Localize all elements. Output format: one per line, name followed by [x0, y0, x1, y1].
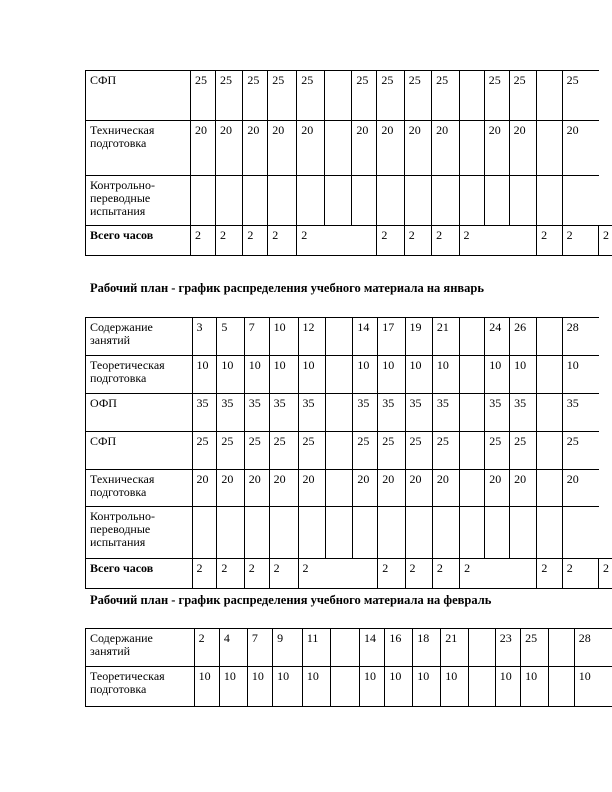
table-cell [460, 356, 485, 394]
row-label: Содержание занятий [86, 318, 193, 356]
table-cell: 14 [360, 629, 385, 667]
table-cell: 17 [378, 318, 405, 356]
table-cell: 18 [413, 629, 441, 667]
total-row [86, 559, 612, 589]
total-cell: 2 [244, 559, 269, 589]
table-cell [378, 507, 405, 559]
table-cell: 25 [297, 71, 324, 121]
table-cell [268, 176, 297, 226]
table-cell [404, 176, 431, 226]
table-cell [325, 432, 353, 470]
table-cell: 24 [485, 318, 510, 356]
table-cell: 25 [378, 432, 405, 470]
table-row [86, 507, 612, 559]
total-cell: 2 [378, 559, 405, 589]
table-cell: 20 [432, 121, 459, 176]
table-cell: 20 [432, 470, 459, 507]
total-cell: 2 [192, 559, 217, 589]
table-cell [297, 176, 324, 226]
row-label: Содержание занятий [86, 629, 195, 667]
table-cell: 35 [432, 394, 459, 432]
table-cell [469, 667, 496, 707]
table-cell: 10 [510, 356, 537, 394]
table-cell: 20 [485, 470, 510, 507]
total-cell: 2 [191, 226, 216, 256]
table-cell: 25 [404, 71, 431, 121]
table-continuation [85, 70, 612, 256]
table-row [86, 432, 612, 470]
table-cell: 11 [302, 629, 330, 667]
row-label: Контрольно-переводные испытания [86, 507, 193, 559]
table-cell: 25 [562, 71, 598, 121]
table-cell: 20 [192, 470, 217, 507]
table-cell: 28 [562, 318, 598, 356]
table-cell: 35 [485, 394, 510, 432]
table-cell: 20 [269, 470, 298, 507]
table-cell: 10 [495, 667, 520, 707]
table-cell [460, 507, 485, 559]
total-cell: 2 [297, 226, 377, 256]
table-cell [549, 629, 575, 667]
heading-february: Рабочий план - график распределения учебного материала на февраль [90, 593, 492, 607]
table-cell: 25 [432, 71, 459, 121]
table-cell: 4 [219, 629, 247, 667]
table-cell: 10 [385, 667, 413, 707]
table-cell: 2 [194, 629, 219, 667]
table-cell: 10 [269, 356, 298, 394]
table-cell: 20 [243, 121, 268, 176]
total-cell: 2 [217, 559, 244, 589]
table-cell: 25 [192, 432, 217, 470]
table-row [86, 394, 612, 432]
table-cell: 10 [247, 667, 272, 707]
table-cell: 25 [485, 432, 510, 470]
table-january [85, 317, 612, 589]
table-cell [244, 507, 269, 559]
table-cell [537, 318, 562, 356]
total-cell: 2 [562, 559, 598, 589]
table-cell: 20 [405, 470, 432, 507]
table-cell [537, 470, 562, 507]
total-cell: 2 [404, 226, 431, 256]
table-cell [191, 176, 216, 226]
row-label: ОФП [86, 394, 193, 432]
table-cell: 20 [297, 121, 324, 176]
table-cell: 16 [385, 629, 413, 667]
total-cell: 2 [537, 559, 562, 589]
table-cell [324, 121, 352, 176]
total-cell: 2 [377, 226, 404, 256]
table-cell [509, 176, 536, 226]
table-cell [537, 176, 563, 226]
table-cell [243, 176, 268, 226]
table-cell: 21 [432, 318, 459, 356]
table-cell [459, 121, 484, 176]
table-cell: 25 [484, 71, 509, 121]
table-cell: 25 [298, 432, 325, 470]
table-cell: 10 [194, 667, 219, 707]
table-cell: 10 [217, 356, 244, 394]
table-cell [330, 629, 359, 667]
table-cell: 10 [219, 667, 247, 707]
table-cell [537, 432, 562, 470]
table-cell: 20 [244, 470, 269, 507]
table-cell [459, 176, 484, 226]
table-cell: 20 [484, 121, 509, 176]
heading-january: Рабочий план - график распределения учебного материала на январь [90, 281, 484, 295]
table-cell: 25 [509, 71, 536, 121]
total-cell: 2 [298, 559, 378, 589]
row-label: Техническая подготовка [86, 121, 191, 176]
table-cell: 20 [404, 121, 431, 176]
total-label: Всего часов [86, 559, 193, 589]
table-cell [325, 356, 353, 394]
table-cell: 20 [268, 121, 297, 176]
table-cell: 20 [509, 121, 536, 176]
table-cell [510, 507, 537, 559]
table-cell [537, 507, 562, 559]
table-cell: 9 [273, 629, 303, 667]
table-row [86, 629, 612, 667]
table-cell: 20 [562, 470, 598, 507]
table-cell: 35 [378, 394, 405, 432]
row-label: Техническая подготовка [86, 470, 193, 507]
total-cell: 2 [268, 226, 297, 256]
table-cell: 20 [191, 121, 216, 176]
table-cell: 25 [217, 432, 244, 470]
table-cell: 5 [217, 318, 244, 356]
table-cell [325, 318, 353, 356]
table-cell [460, 470, 485, 507]
table-february [85, 628, 612, 707]
table-cell [484, 176, 509, 226]
total-cell: 2 [215, 226, 242, 256]
table-cell: 7 [247, 629, 272, 667]
table-cell: 20 [562, 121, 598, 176]
table-cell: 35 [192, 394, 217, 432]
table-cell: 3 [192, 318, 217, 356]
table-cell: 19 [405, 318, 432, 356]
table-row [86, 176, 612, 226]
table-cell: 20 [217, 470, 244, 507]
table-cell: 25 [352, 71, 377, 121]
table-cell: 10 [273, 667, 303, 707]
table-cell: 10 [302, 667, 330, 707]
table-cell: 20 [298, 470, 325, 507]
table-cell: 28 [574, 629, 612, 667]
table-row [86, 356, 612, 394]
table-cell: 25 [510, 432, 537, 470]
table-cell [215, 176, 242, 226]
table-cell: 7 [244, 318, 269, 356]
table-cell [325, 394, 353, 432]
table-cell: 10 [485, 356, 510, 394]
total-cell: 2 [537, 226, 563, 256]
total-cell: 2 [405, 559, 432, 589]
total-cell: 2 [562, 226, 598, 256]
table-cell: 25 [244, 432, 269, 470]
table-cell [469, 629, 496, 667]
table-cell: 10 [521, 667, 549, 707]
table-row [86, 121, 612, 176]
table-cell [192, 507, 217, 559]
total-cell: 2 [599, 559, 612, 589]
table-cell: 25 [243, 71, 268, 121]
table-cell: 20 [353, 470, 378, 507]
table-cell: 10 [441, 667, 469, 707]
total-cell: 2 [432, 559, 459, 589]
table-cell [537, 121, 563, 176]
table-row [86, 318, 612, 356]
total-cell: 2 [460, 559, 537, 589]
table-cell: 25 [191, 71, 216, 121]
table-cell: 25 [562, 432, 598, 470]
table-cell: 35 [298, 394, 325, 432]
table-cell [269, 507, 298, 559]
table-cell [325, 470, 353, 507]
table-cell: 20 [510, 470, 537, 507]
table-cell [485, 507, 510, 559]
table-cell: 14 [353, 318, 378, 356]
table-cell: 10 [192, 356, 217, 394]
table-cell [405, 507, 432, 559]
total-label: Всего часов [86, 226, 191, 256]
table-cell: 35 [244, 394, 269, 432]
table-cell: 35 [562, 394, 598, 432]
table-cell: 26 [510, 318, 537, 356]
table-cell [459, 71, 484, 121]
table-cell: 10 [298, 356, 325, 394]
total-cell: 2 [432, 226, 459, 256]
table-cell [324, 71, 352, 121]
table-cell [325, 507, 353, 559]
table-cell: 25 [377, 71, 404, 121]
total-cell: 2 [269, 559, 298, 589]
row-label: Теоретическая подготовка [86, 356, 193, 394]
table-cell [562, 176, 598, 226]
table-cell [324, 176, 352, 226]
total-cell: 2 [243, 226, 268, 256]
table-cell: 35 [510, 394, 537, 432]
table-cell [537, 71, 563, 121]
row-label: Теоретическая подготовка [86, 667, 195, 707]
table-cell: 25 [268, 71, 297, 121]
table-cell: 10 [269, 318, 298, 356]
table-cell [353, 507, 378, 559]
table-cell [432, 176, 459, 226]
table-cell: 25 [405, 432, 432, 470]
table-cell: 35 [269, 394, 298, 432]
table-cell: 21 [441, 629, 469, 667]
table-cell: 20 [215, 121, 242, 176]
table-cell: 35 [217, 394, 244, 432]
table-cell: 25 [521, 629, 549, 667]
table-cell [460, 432, 485, 470]
table-cell: 10 [378, 356, 405, 394]
row-label: СФП [86, 71, 191, 121]
table-cell [377, 176, 404, 226]
table-cell [537, 394, 562, 432]
table-cell: 25 [215, 71, 242, 121]
table-cell [537, 356, 562, 394]
table-cell [330, 667, 359, 707]
table-row [86, 71, 612, 121]
table-cell: 35 [405, 394, 432, 432]
table-cell: 10 [432, 356, 459, 394]
table-row [86, 470, 612, 507]
table-cell: 10 [244, 356, 269, 394]
table-cell [460, 394, 485, 432]
table-cell: 12 [298, 318, 325, 356]
total-cell: 2 [459, 226, 537, 256]
table-cell [352, 176, 377, 226]
table-cell: 25 [269, 432, 298, 470]
table-cell: 10 [405, 356, 432, 394]
table-cell: 35 [353, 394, 378, 432]
table-cell: 20 [377, 121, 404, 176]
table-cell: 20 [352, 121, 377, 176]
table-cell: 23 [495, 629, 520, 667]
total-row [86, 226, 612, 256]
total-cell: 2 [599, 226, 612, 256]
table-cell: 25 [353, 432, 378, 470]
table-cell: 10 [413, 667, 441, 707]
table-cell: 20 [378, 470, 405, 507]
table-cell [217, 507, 244, 559]
table-cell [562, 507, 598, 559]
table-cell [460, 318, 485, 356]
table-row [86, 667, 612, 707]
table-cell: 25 [432, 432, 459, 470]
table-cell: 10 [574, 667, 612, 707]
table-cell: 10 [353, 356, 378, 394]
table-cell [432, 507, 459, 559]
row-label: Контрольно-переводные испытания [86, 176, 191, 226]
table-cell [298, 507, 325, 559]
table-cell [549, 667, 575, 707]
table-cell: 10 [562, 356, 598, 394]
table-cell: 10 [360, 667, 385, 707]
row-label: СФП [86, 432, 193, 470]
